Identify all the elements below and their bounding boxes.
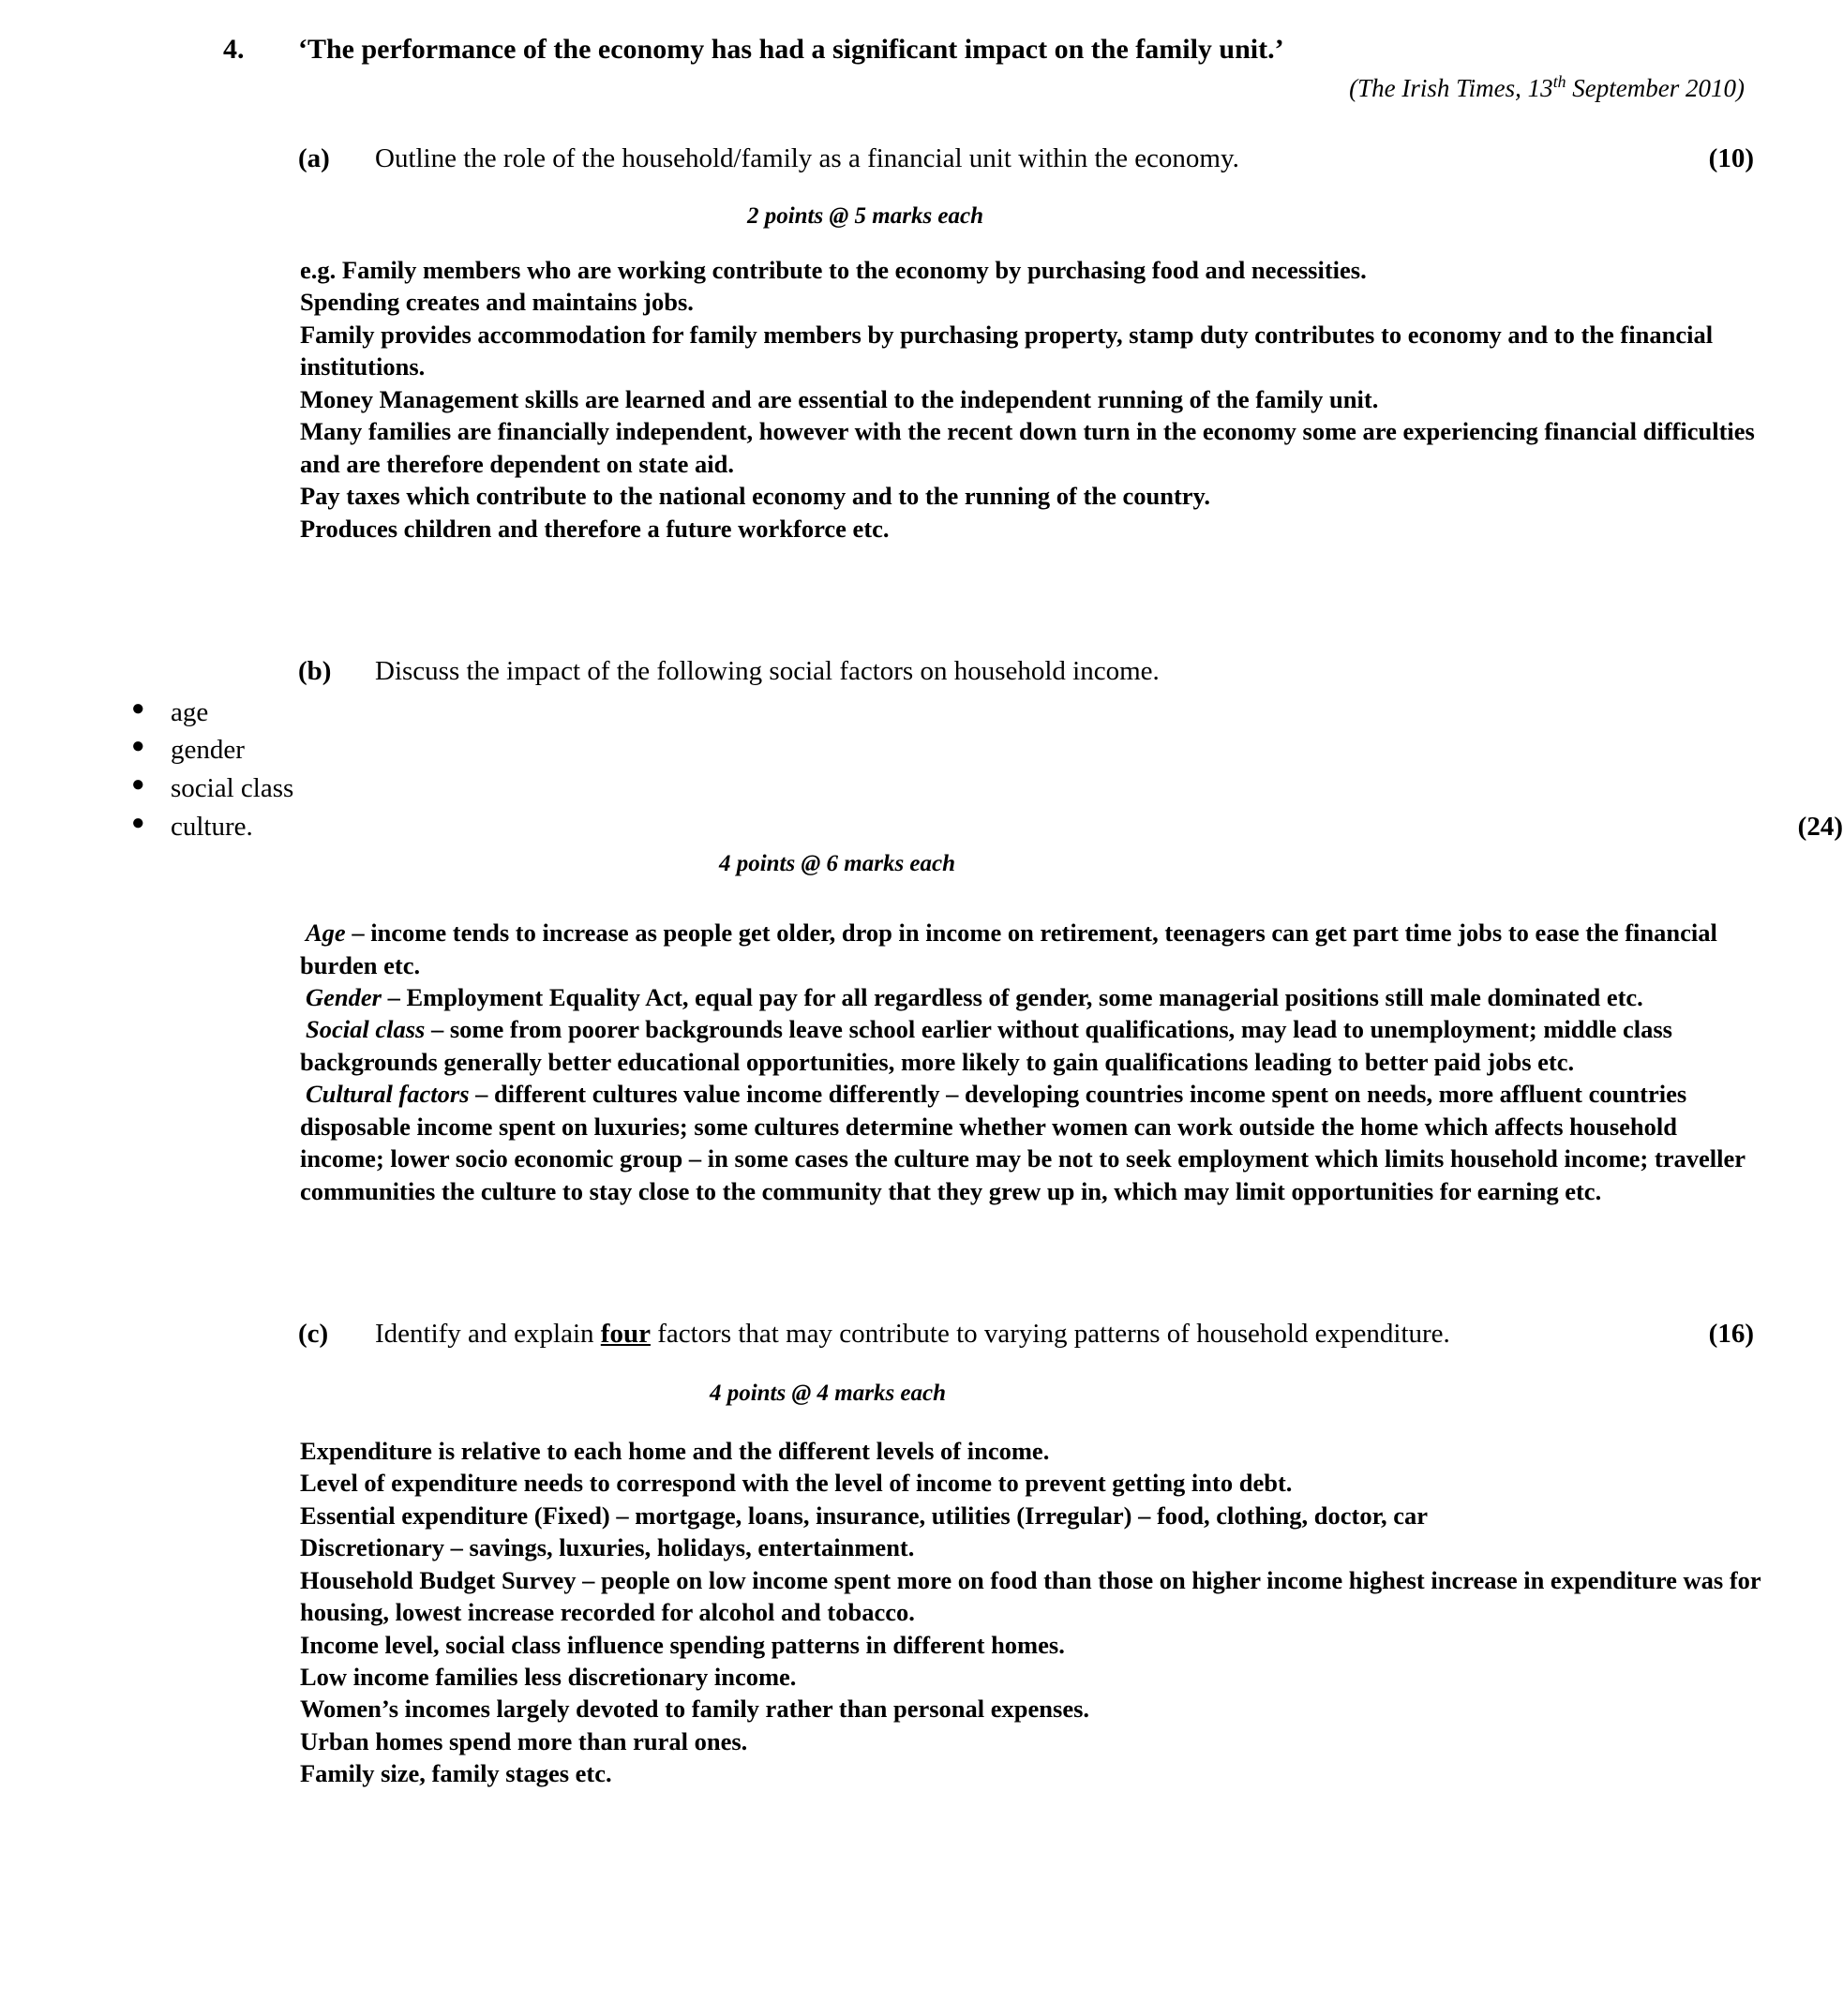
answer-line: Income level, social class influence spending patterns in different homes. [300,1630,1065,1659]
part-c-text-after: factors that may contribute to varying patterns of household expenditure. [650,1319,1450,1350]
part-c-label: (c) [298,1319,329,1350]
answer-line: Household Budget Survey – people on low income spent more on food than those on higher income highest increase in expenditure was for housing, lowest increase recorded for alcohol and tobacco. [300,1565,1761,1627]
part-b-label: (b) [298,655,332,686]
answer-line [300,981,1762,1013]
list-item [0,731,1843,769]
source-suffix: September 2010) [1566,74,1745,103]
bullet-label: culture. [171,811,253,842]
question-title: ‘The performance of the economy has had a significant impact on the family unit.’ [298,34,1284,65]
answer-line: Discretionary – savings, luxuries, holidays, entertainment. [300,1533,915,1562]
answer-line: Level of expenditure needs to correspond with the level of income to prevent getting into debt. [300,1469,1293,1498]
part-c [0,1316,1843,1352]
part-b-question [375,653,1754,690]
section-spacer [0,1207,1843,1280]
answer-line: e.g. Family members who are working contribute to the economy by purchasing food and necessities. [300,256,1367,284]
answer-body: – some from poorer backgrounds leave school earlier without qualifications, may lead to unemployment; middle class backgrounds generally better educational opportunities, more likely to gain qualifications leading to better paid jobs etc. [300,1015,1672,1076]
part-c-question [375,1316,1754,1352]
part-b-marks: (24) [1797,811,1843,842]
answer-line: Produces children and therefore a future workforce etc. [300,514,890,543]
answer-line: Family size, family stages etc. [300,1759,612,1788]
bullet-icon: ● [131,734,145,759]
answer-line: Women’s incomes largely devoted to family rather than personal expenses. [300,1695,1090,1724]
source-prefix: (The Irish Times, 13 [1349,74,1553,103]
part-c-marks-note: 4 points @ 4 marks each [709,1380,947,1406]
part-a-marks-note: 2 points @ 5 marks each [746,203,984,229]
part-a-answer [300,254,1762,545]
bullet-icon: ● [131,771,145,797]
part-b [0,653,1843,690]
bullet-label: gender [171,735,245,766]
answer-body: – different cultures value income differently – developing countries income spent on needs, more affluent countries disposable income spent on luxuries; some cultures determine whether women can work outside the home which affects household income; lower socio economic group – in some cases the culture may be not to seek employment which limits household income; traveller communities the culture to stay close to the community that they grew up in, which may limit opportunities for earning etc. [300,1080,1746,1205]
answer-line [300,917,1762,981]
section-spacer [0,545,1843,618]
answer-line: Expenditure is relative to each home and the different levels of income. [300,1436,1050,1465]
answer-line: Urban homes spend more than rural ones. [300,1726,748,1755]
bullet-label: social class [171,772,294,803]
part-b-marks-note: 4 points @ 6 marks each [718,851,956,877]
answer-term: Cultural factors [306,1080,470,1109]
answer-line: Low income families less discretionary income. [300,1663,797,1692]
answer-line: Pay taxes which contribute to the national economy and to the running of the country. [300,482,1210,511]
answer-line: Family provides accommodation for family members by purchasing property, stamp duty contributes to economy and to the financial institutions. [300,320,1714,381]
part-a-question [375,141,1754,177]
bullet-icon: ● [131,695,145,721]
part-b-answer [300,917,1762,1207]
answer-term: Social class [306,1015,426,1044]
part-a [0,141,1843,177]
part-c-emphasis: four [600,1319,651,1350]
part-a-label: (a) [298,143,330,174]
answer-line: Money Management skills are learned and are essential to the independent running of the family unit. [300,384,1379,413]
answer-line [300,1078,1762,1207]
answer-body: – income tends to increase as people get older, drop in income on retirement, teenagers can get part time jobs to ease the financial burden etc. [300,918,1717,979]
list-item [0,769,1843,808]
part-b-question-text: Discuss the impact of the following social factors on household income. [375,655,1160,686]
answer-line: Spending creates and maintains jobs. [300,288,694,317]
answer-line [300,1013,1762,1078]
bullet-label: age [171,696,209,727]
list-item [0,694,1843,732]
part-c-marks: (16) [1708,1319,1754,1350]
part-a-question-text: Outline the role of the household/family as a financial unit within the economy. [375,143,1239,174]
answer-body: – Employment Equality Act, equal pay for all regardless of gender, some managerial positions still male dominated etc. [381,983,1643,1012]
answer-term: Age [306,918,346,948]
part-c-text-before: Identify and explain [375,1319,601,1350]
source-ordinal-suffix: th [1552,72,1566,92]
list-item [0,808,1843,846]
part-a-marks: (10) [1708,143,1754,174]
answer-line: Essential expenditure (Fixed) – mortgage, loans, insurance, utilities (Irregular) – food, clothing, doctor, car [300,1501,1428,1530]
part-b-bullet-list [0,694,1843,845]
question-number: 4. [223,34,245,65]
question-source-citation [0,73,1749,105]
question-header [0,0,1843,105]
part-c-answer [300,1435,1762,1790]
bullet-icon: ● [131,810,145,835]
answer-term: Gender [306,983,382,1012]
answer-line: Many families are financially independent, however with the recent down turn in the economy some are experiencing financial difficulties and are therefore dependent on state aid. [300,417,1755,478]
